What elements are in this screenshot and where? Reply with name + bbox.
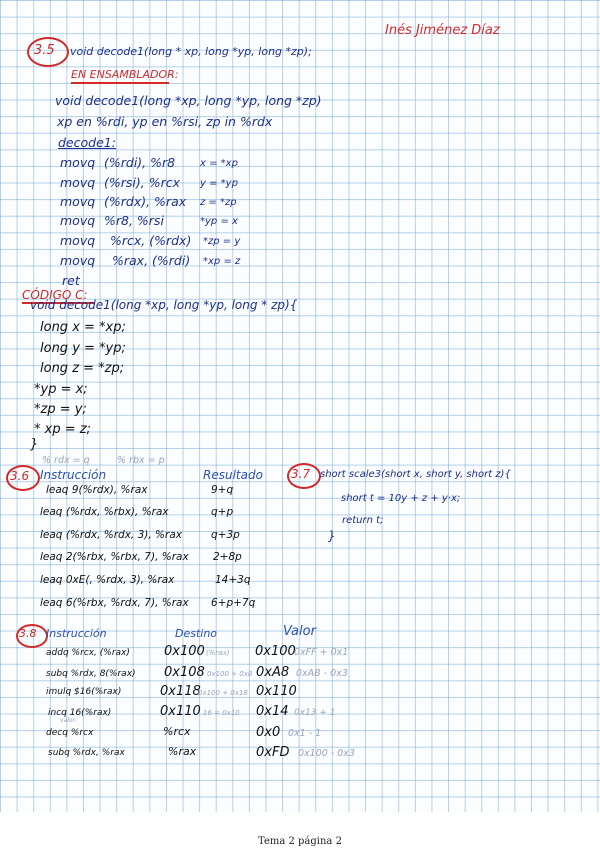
valor-value: 0xA8	[256, 665, 290, 680]
c-line: long y = *yp;	[40, 341, 126, 356]
instr-3-8: decq %rcx	[46, 728, 94, 738]
valor-note: 0xAB - 0x3	[296, 668, 348, 679]
c-line: *yp = x;	[34, 382, 88, 397]
exercise-3-6-number: 3.6	[10, 469, 30, 483]
c-line: * xp = z;	[34, 422, 91, 437]
destino-note: (%rax)	[206, 649, 230, 657]
leaq-result: 14+3q	[215, 574, 251, 586]
leaq-instruction: leaq 9(%rdx), %rax	[46, 484, 148, 496]
asm-args: (%rdx), %rax	[104, 194, 187, 209]
exercise-3-5-number: 3.5	[34, 43, 55, 58]
register-mapping: xp en %rdi, yp en %rsi, zp in %rdx	[57, 114, 273, 129]
note-rdx: % rdx = q	[42, 455, 90, 466]
asm-signature: void decode1(long *xp, long *yp, long *zp)	[55, 93, 322, 108]
scale3-return: return t;	[342, 515, 384, 526]
scale3-closing-brace: }	[328, 529, 336, 543]
asm-args: %rax, (%rdi)	[112, 253, 191, 268]
c-code-title: CÓDIGO C:	[22, 288, 88, 302]
instr-3-8: subq %rdx, %rax	[48, 748, 125, 758]
asm-op: movq	[60, 233, 96, 248]
valor-value: 0x110	[256, 684, 297, 699]
destino-value: %rcx	[163, 725, 191, 738]
instr-3-8: addq %rcx, (%rax)	[46, 648, 130, 658]
col-instruccion-3-8: Instrucción	[46, 627, 107, 640]
valor-value: 0x0	[256, 725, 281, 740]
leaq-result: q+3p	[211, 529, 240, 541]
asm-comment: *zp = y	[203, 236, 241, 247]
leaq-instruction: leaq (%rdx, %rdx, 3), %rax	[40, 529, 183, 541]
valor-note: 0x13 + 1	[294, 708, 336, 718]
asm-args: %rcx, (%rdx)	[110, 233, 192, 248]
exercise-3-7-number: 3.7	[291, 467, 311, 481]
scale3-body: short t = 10y + z + y·x;	[341, 493, 461, 504]
col-destino: Destino	[175, 627, 218, 640]
c-line: long x = *xp;	[40, 320, 126, 335]
note-rbx: % rbx = p	[117, 455, 165, 466]
destino-note: 0x100 + 0x8	[207, 670, 253, 678]
asm-args: %r8, %rsi	[104, 213, 164, 228]
destino-note: 0x100 + 0x18	[198, 689, 248, 697]
small-margin-note: valor:	[60, 717, 78, 724]
asm-comment: x = *xp	[200, 158, 238, 169]
asm-comment: *xp = z	[203, 256, 241, 267]
c-line: long z = *zp;	[40, 361, 125, 376]
instr-3-8: subq %rdx, 8(%rax)	[46, 669, 136, 679]
c-line: *zp = y;	[34, 402, 87, 417]
asm-op: movq	[60, 253, 96, 268]
page-footer: Tema 2 página 2	[258, 836, 342, 847]
valor-note: 0xFF + 0x1	[294, 647, 349, 658]
asm-ret: ret	[62, 273, 80, 288]
instr-3-8: imulq $16(%rax)	[46, 687, 122, 697]
asm-comment: y = *yp	[200, 178, 238, 189]
author-name: Inés Jiménez Díaz	[385, 23, 500, 38]
asm-title-underline	[71, 82, 169, 84]
exercise-3-8-number: 3.8	[19, 627, 37, 640]
destino-value: 0x110	[160, 704, 201, 719]
valor-note: 0x1 - 1	[288, 728, 322, 739]
asm-op: movq	[60, 155, 96, 170]
exercise-3-5-header: void decode1(long * xp, long *yp, long *zp);	[70, 45, 312, 58]
col-instruccion-3-6: Instrucción	[40, 468, 107, 482]
leaq-instruction: leaq 2(%rbx, %rbx, 7), %rax	[40, 551, 189, 563]
leaq-instruction: leaq 0xE(, %rdx, 3), %rax	[40, 574, 175, 586]
destino-value: 0x108	[164, 665, 205, 680]
valor-value: 0x100	[255, 644, 296, 659]
scale3-signature: short scale3(short x, short y, short z){	[320, 469, 511, 480]
valor-value: 0x14	[256, 704, 289, 719]
c-signature: void decode1(long *xp, long *yp, long * zp){	[30, 298, 298, 312]
leaq-instruction: leaq (%rdx, %rbx), %rax	[40, 506, 169, 518]
asm-comment: z = *zp	[200, 197, 237, 208]
asm-op: movq	[60, 175, 96, 190]
col-valor: Valor	[283, 624, 316, 639]
c-closing-brace: }	[30, 437, 39, 452]
asm-op: movq	[60, 213, 96, 228]
asm-comment: *yp = x	[200, 216, 238, 227]
col-resultado: Resultado	[203, 468, 263, 482]
valor-note: 0x100 - 0x3	[298, 748, 355, 759]
destino-value: 0x118	[160, 684, 201, 699]
asm-args: (%rdi), %r8	[104, 155, 176, 170]
leaq-result: q+p	[211, 506, 234, 518]
leaq-result: 9+q	[211, 484, 234, 496]
destino-value: 0x100	[164, 644, 205, 659]
asm-args: (%rsi), %rcx	[104, 175, 180, 190]
asm-title: EN ENSAMBLADOR:	[71, 68, 179, 81]
instr-3-8: incq 16(%rax)	[48, 708, 112, 718]
leaq-instruction: leaq 6(%rbx, %rdx, 7), %rax	[40, 597, 189, 609]
destino-value: %rax	[168, 745, 197, 758]
valor-value: 0xFD	[256, 745, 290, 760]
destino-note: 16 = 0x10	[203, 709, 240, 717]
leaq-result: 2+8p	[213, 551, 242, 563]
asm-label: decode1:	[58, 135, 116, 150]
leaq-result: 6+p+7q	[211, 597, 256, 609]
asm-op: movq	[60, 194, 96, 209]
